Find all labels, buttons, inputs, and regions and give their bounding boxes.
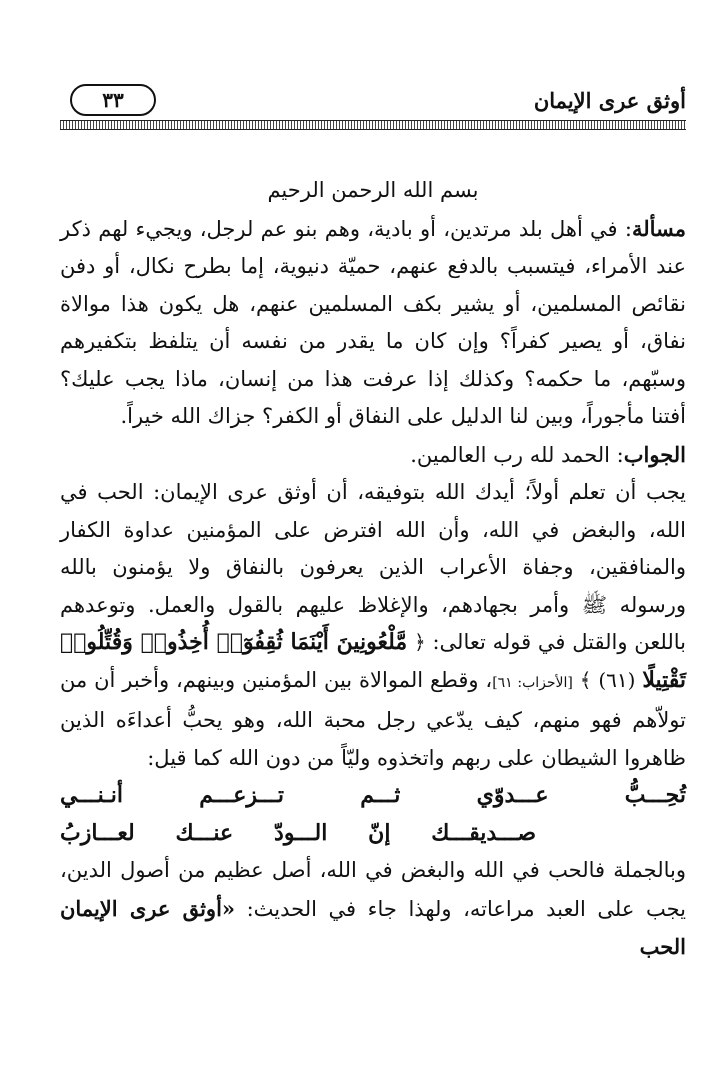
page-body <box>60 172 686 967</box>
poem-line-second: صـــديقـــك إنّ الـــودّ عنـــك لعـــازبُ <box>60 819 536 846</box>
page-number <box>70 84 156 116</box>
quran-citation: [الأحزاب: ٦١] <box>492 674 573 691</box>
answer-label: الجواب <box>623 441 686 467</box>
answer-paragraph <box>60 436 686 475</box>
ayah-open-bracket: ﴿ <box>413 630 426 654</box>
quran-verse: مَّلْعُونِينَ أَيْنَمَا ثُقِفُوٓا۟ أُخِذُوا۟ وَقُتِّلُوا۟ تَقْتِيلًا <box>60 629 687 693</box>
question-text: : في أهل بلد مرتدين، أو بادية، وهم بنو عم لرجل، ويجيء لهم ذكر عند الأمراء، فيتسبب بالدفع عنهم، حميّة دنيوية، إما بطرح نكال، أو دفن نقائص المسلمين، أو يشير بكف المسلمين عنهم، هل يكون هذا موالاة نفاق، أو يصير كفراً؟ وإن كان ما يقدر من نفسه أن يتلفظ بتكفيرهم وسبّهم، ما حكمه؟ وكذلك إذا عرفت هذا من إنسان، ماذا يجب عليك؟ أفتنا مأجوراً، وبين لنا الدليل على النفاق أو الكفر؟ جزاك الله خيراً. <box>60 216 686 428</box>
running-title: أوثق عرى الإيمان <box>533 87 686 113</box>
main-paragraph <box>60 474 686 777</box>
question-label: مسألة <box>631 215 686 241</box>
poem-line-first: تُحِـــبُّ عـــدوّي ثـــم تـــزعـــم أنـنـــي <box>60 782 686 808</box>
ayah-close-bracket: ﴾ <box>579 667 592 692</box>
page-header <box>0 0 726 130</box>
closing-paragraph <box>60 852 686 967</box>
question-paragraph <box>60 210 686 436</box>
closing-paragraph-text: وبالجملة فالحب في الله والبغض في الله، أصل عظيم من أصول الدين، يجب على العبد مراعاته، ولهذا جاء في الحديث: <box>60 858 686 921</box>
main-paragraph-text: يجب أن تعلم أولاً؛ أيدك الله بتوفيقه، أن أوثق عرى الإيمان: الحب في الله، والبغض في الله، وأن الله افترض على المؤمنين عداوة الكفار والمنافقين، وجفاة الأعراب الذين يعرفون بالنفاق ولا يؤمنون بالله ورسوله ﷺ وأمر بجهادهم، والإغلاظ عليهم بالقول والعمل. وتوعدهم باللعن والقتل في قوله تعالى: <box>60 480 686 654</box>
page-number-text: ٣٣ <box>102 88 124 112</box>
basmala: بسم الله الرحمن الرحيم <box>267 178 479 202</box>
hadith-quote: «أوثق عرى الإيمان الحب <box>60 895 686 959</box>
main-paragraph-continuation: ، وقطع الموالاة بين المؤمنين وبينهم، وأخبر أن من تولاّهم فهو منهم، كيف يدّعي رجل محبة الله، وهو يحبُّ أعداءَه الذين ظاهروا الشيطان على ربهم واتخذوه وليّاً من دون الله كما قيل: <box>60 667 686 770</box>
answer-text: : الحمد لله رب العالمين. <box>410 442 624 467</box>
ayah-number: (٦١) <box>598 667 636 692</box>
header-decorative-band <box>60 120 686 130</box>
